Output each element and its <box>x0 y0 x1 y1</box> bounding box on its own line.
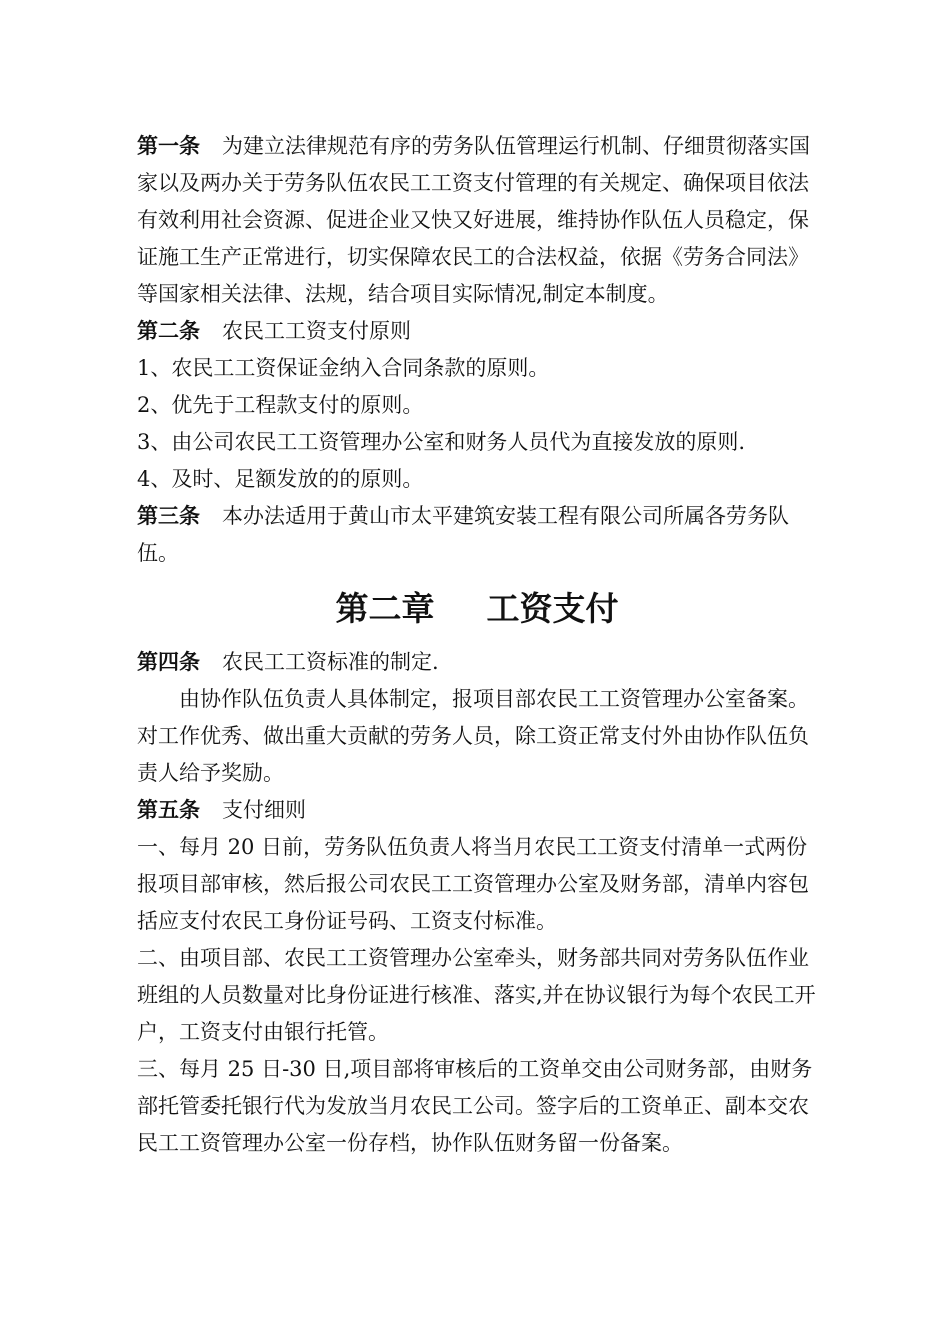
article-1 <box>137 128 817 313</box>
article-5-item-2: 二、由项目部、农民工工资管理办公室牵头，财务部共同对劳务队伍作业班组的人员数量对比身份证进行核准、落实,并在协议银行为每个农民工开户，工资支付由银行托管。 <box>137 946 816 1044</box>
article-2-item-4: 4、及时、足额发放的的原则。 <box>137 467 424 491</box>
article-1-text: 为建立法律规范有序的劳务队伍管理运行机制、仔细贯彻落实国家以及两办关于劳务队伍农民工工资支付管理的有关规定、确保项目依法有效利用社会资源、促进企业又快又好进展，维持协作队伍人员稳定，保证施工生产正常进行，切实保障农民工的合法权益，依据《劳务合同法》等国家相关法律、法规，结合项目实际情况,制定本制度。 <box>137 134 810 306</box>
article-2-item-2: 2、优先于工程款支付的原则。 <box>137 393 424 417</box>
article-5-heading <box>137 792 817 829</box>
article-2-label: 第二条 <box>137 319 200 343</box>
article-3 <box>137 498 817 572</box>
article-4-label: 第四条 <box>137 650 200 674</box>
article-4-heading <box>137 644 817 681</box>
chapter-2-heading <box>137 586 817 632</box>
article-4-title: 农民工工资标准的制定. <box>222 650 439 674</box>
article-5-item-1: 一、每月 20 日前，劳务队伍负责人将当月农民工工资支付清单一式两份报项目部审核，然后报公司农民工工资管理办公室及财务部，清单内容包括应支付农民工身份证号码、工资支付标准。 <box>137 835 809 933</box>
chapter-2-number: 第二章 <box>335 589 435 628</box>
article-2-title: 农民工工资支付原则 <box>222 319 411 343</box>
article-2-heading <box>137 313 817 350</box>
article-5-item-3: 三、每月 25 日-30 日,项目部将审核后的工资单交由公司财务部，由财务部托管委托银行代为发放当月农民工公司。签字后的工资单正、副本交农民工工资管理办公室一份存档，协作队伍财务留一份备案。 <box>137 1057 813 1155</box>
article-3-text: 本办法适用于黄山市太平建筑安装工程有限公司所属各劳务队伍。 <box>137 504 789 565</box>
article-2-item-3: 3、由公司农民工工资管理办公室和财务人员代为直接发放的原则. <box>137 430 746 454</box>
document-page <box>137 128 817 1162</box>
article-3-label: 第三条 <box>137 504 200 528</box>
article-5-title: 支付细则 <box>222 798 306 822</box>
article-2-item-1: 1、农民工工资保证金纳入合同条款的原则。 <box>137 356 550 380</box>
chapter-2-title: 工资支付 <box>486 589 619 628</box>
article-5-label: 第五条 <box>137 798 200 822</box>
article-4-text: 由协作队伍负责人具体制定，报项目部农民工工资管理办公室备案。对工作优秀、做出重大贡献的劳务人员，除工资正常支付外由协作队伍负责人给予奖励。 <box>137 687 809 785</box>
article-1-label: 第一条 <box>137 134 200 158</box>
